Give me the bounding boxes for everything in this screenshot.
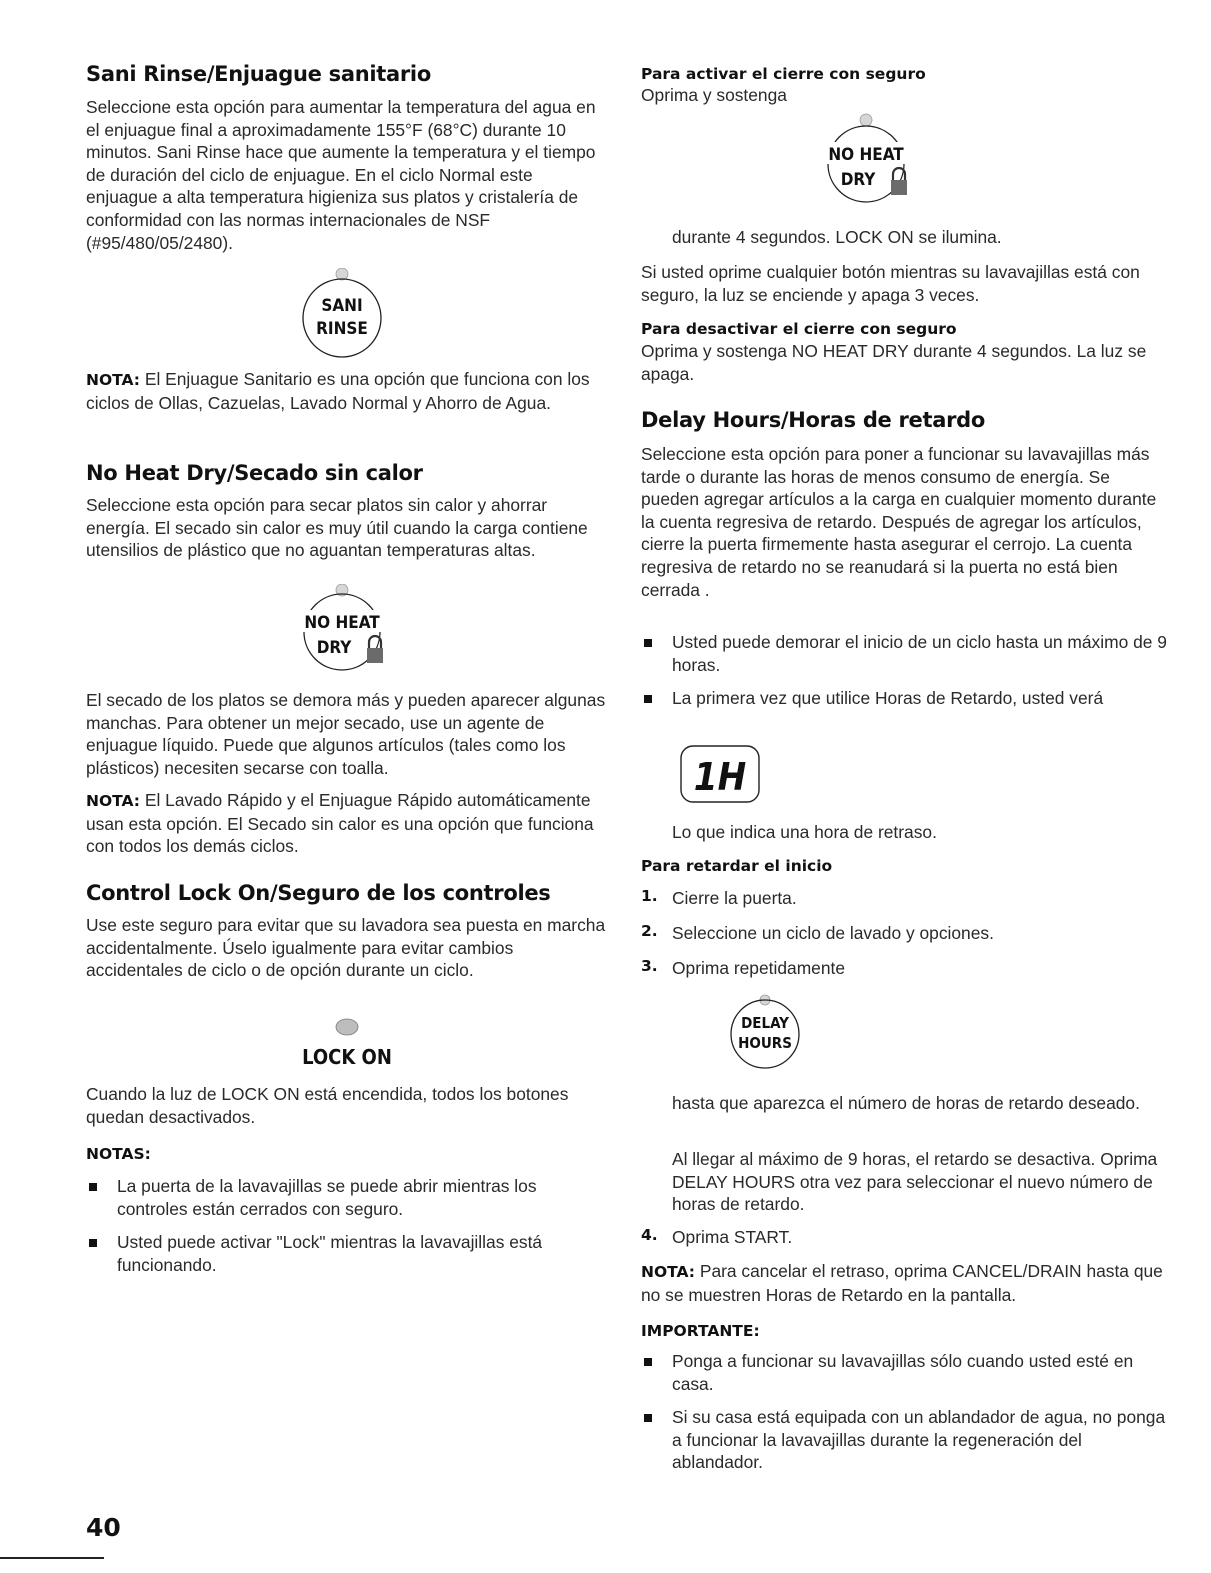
bullet-square-icon — [89, 1239, 97, 1247]
bullet-text: Si su casa está equipada con un ablandador de agua, no ponga a funcionar la lavavajillas durante la regeneración del ablandador. — [672, 1407, 1166, 1473]
note-label: NOTA: — [641, 1263, 696, 1281]
note-label: NOTA: — [86, 371, 141, 389]
no-heat-dry-note — [86, 789, 606, 858]
control-lock-body2: Cuando la luz de LOCK ON está encendida, todos los botones quedan desactivados. — [86, 1084, 569, 1127]
delay-step-3 — [641, 957, 1171, 980]
activate-lock-text: Oprima y sostenga — [641, 85, 787, 105]
delay-bullet-2 — [641, 687, 1171, 710]
delay-display-icon — [679, 744, 763, 806]
no-heat-dry-button-line2: DRY — [840, 170, 876, 190]
step-text: Seleccione un ciclo de lavado y opciones. — [672, 923, 994, 943]
no-heat-dry-button-line1: NO HEAT — [828, 145, 904, 165]
footer-rule — [0, 1557, 104, 1559]
activate-lock-after: durante 4 segundos. LOCK ON se ilumina. — [672, 227, 1002, 247]
bullet-square-icon — [644, 1414, 652, 1422]
no-heat-dry-button-icon-2 — [808, 112, 938, 212]
bullet-text: Usted puede demorar el inicio de un ciclo hasta un máximo de 9 horas. — [672, 632, 1167, 675]
bullet-text: Usted puede activar "Lock" mientras la lavavajillas está funcionando. — [117, 1232, 543, 1275]
delay-hours-button-line2: HOURS — [738, 1034, 792, 1052]
padlock-icon — [367, 636, 383, 663]
step-number: 3. — [641, 957, 658, 975]
important-bullet-2 — [641, 1406, 1171, 1474]
delay-hours-button-icon — [713, 993, 823, 1073]
notes-label: NOTAS: — [86, 1145, 151, 1163]
delay-hours-button-line1: DELAY — [741, 1014, 789, 1032]
step-text: Oprima START. — [672, 1227, 793, 1247]
deactivate-lock-title: Para desactivar el cierre con seguro — [641, 320, 957, 338]
deactivate-lock-text: Oprima y sostenga NO HEAT DRY durante 4 segundos. La luz se apaga. — [641, 341, 1147, 384]
delay-start-title: Para retardar el inicio — [641, 857, 833, 875]
bullet-text: La primera vez que utilice Horas de Retardo, usted verá — [672, 688, 1104, 708]
lock-on-label: LOCK ON — [302, 1045, 392, 1069]
bullet-square-icon — [89, 1183, 97, 1191]
note-text: Para cancelar el retraso, oprima CANCEL/DRAIN hasta que no se muestren Horas de Retardo en la pantalla. — [641, 1261, 1163, 1305]
no-heat-dry-button-line2: DRY — [316, 638, 352, 658]
activate-lock-note: Si usted oprime cualquier botón mientras su lavavajillas está con seguro, la luz se enciende y apaga 3 veces. — [641, 262, 1140, 305]
lock-on-indicator-icon — [292, 1017, 402, 1073]
delay-bullet-1 — [641, 631, 1171, 676]
delay-display-caption: Lo que indica una hora de retraso. — [672, 822, 937, 842]
step-number: 1. — [641, 887, 658, 905]
delay-hours-heading: Delay Hours/Horas de retardo — [641, 408, 986, 432]
delay-display-text: 1H — [693, 755, 747, 799]
delay-step-1 — [641, 887, 1171, 910]
no-heat-dry-body2: El secado de los platos se demora más y pueden aparecer algunas manchas. Para obtener un mejor secado, use un agente de enjuague líquido. Puede que algunos artículos (tales como los plásticos) necesiten secarse con toalla. — [86, 690, 606, 778]
note-text: El Lavado Rápido y el Enjuague Rápido automáticamente usan esta opción. El Secado sin calor es una opción que funciona con todos los demás ciclos. — [86, 790, 594, 857]
step-number: 2. — [641, 922, 658, 940]
bullet-text: La puerta de la lavavajillas se puede abrir mientras los controles están cerrados con seguro. — [117, 1176, 537, 1219]
important-label: IMPORTANTE: — [641, 1322, 760, 1340]
bullet-square-icon — [644, 695, 652, 703]
bullet-square-icon — [644, 639, 652, 647]
delay-step3-note: Al llegar al máximo de 9 horas, el retardo se desactiva. Oprima DELAY HOURS otra vez para seleccionar el nuevo número de horas de retardo. — [672, 1149, 1158, 1215]
control-lock-heading: Control Lock On/Seguro de los controles — [86, 881, 551, 905]
no-heat-dry-body: Seleccione esta opción para secar platos sin calor y ahorrar energía. El secado sin calor es muy útil cuando la carga contiene utensilios de plástico que no aguantan temperaturas altas. — [86, 495, 588, 561]
no-heat-dry-button-icon — [284, 584, 414, 680]
no-heat-dry-button-line1: NO HEAT — [304, 613, 380, 633]
delay-note — [641, 1260, 1171, 1306]
sani-rinse-body: Seleccione esta opción para aumentar la temperatura del agua en el enjuague final a aproximadamente 155°F (68°C) durante 10 minutos. Sani Rinse hace que aumente la temperatura y el tiempo de duración del ciclo de enjuague. En el ciclo Normal este enjuague a alta temperatura higieniza sus platos y cristalería de conformidad con las normas internacionales de NSF (#95/480/05/2480). — [86, 97, 596, 253]
delay-step3-after: hasta que aparezca el número de horas de retardo deseado. — [672, 1093, 1140, 1113]
delay-step-2 — [641, 922, 1171, 945]
important-bullet-1 — [641, 1350, 1171, 1395]
sani-rinse-heading: Sani Rinse/Enjuague sanitario — [86, 62, 431, 86]
sani-rinse-button-icon — [284, 268, 404, 358]
sani-rinse-note — [86, 368, 606, 414]
sani-rinse-button-line2: RINSE — [316, 319, 368, 339]
step-number: 4. — [641, 1226, 658, 1244]
sani-rinse-button-line1: SANI — [321, 296, 363, 316]
step-text: Cierre la puerta. — [672, 888, 797, 908]
control-lock-body: Use este seguro para evitar que su lavadora sea puesta en marcha accidentalmente. Úselo igualmente para evitar cambios accidentales de ciclo o de opción durante un ciclo. — [86, 915, 606, 981]
delay-step-4 — [641, 1226, 1171, 1249]
bullet-square-icon — [644, 1358, 652, 1366]
lock-note-bullet-1 — [86, 1175, 606, 1220]
note-label: NOTA: — [86, 792, 141, 810]
lock-note-bullet-2 — [86, 1231, 606, 1276]
no-heat-dry-heading: No Heat Dry/Secado sin calor — [86, 461, 423, 485]
activate-lock-title: Para activar el cierre con seguro — [641, 65, 926, 83]
step-text: Oprima repetidamente — [672, 958, 846, 978]
padlock-icon — [891, 168, 907, 195]
note-text: El Enjuague Sanitario es una opción que funciona con los ciclos de Ollas, Cazuelas, Lavado Normal y Ahorro de Agua. — [86, 369, 590, 413]
page-number: 40 — [86, 1513, 121, 1542]
bullet-text: Ponga a funcionar su lavavajillas sólo cuando usted esté en casa. — [672, 1351, 1134, 1394]
delay-hours-body: Seleccione esta opción para poner a funcionar su lavavajillas más tarde o durante las horas de menos consumo de energía. Se pueden agregar artículos a la carga en cualquier momento durante la cuenta regresiva de retardo. Después de agregar los artículos, cierre la puerta firmemente hasta asegurar el cerrojo. La cuenta regresiva de retardo no se reanudará si la puerta no está bien cerrada . — [641, 444, 1157, 600]
